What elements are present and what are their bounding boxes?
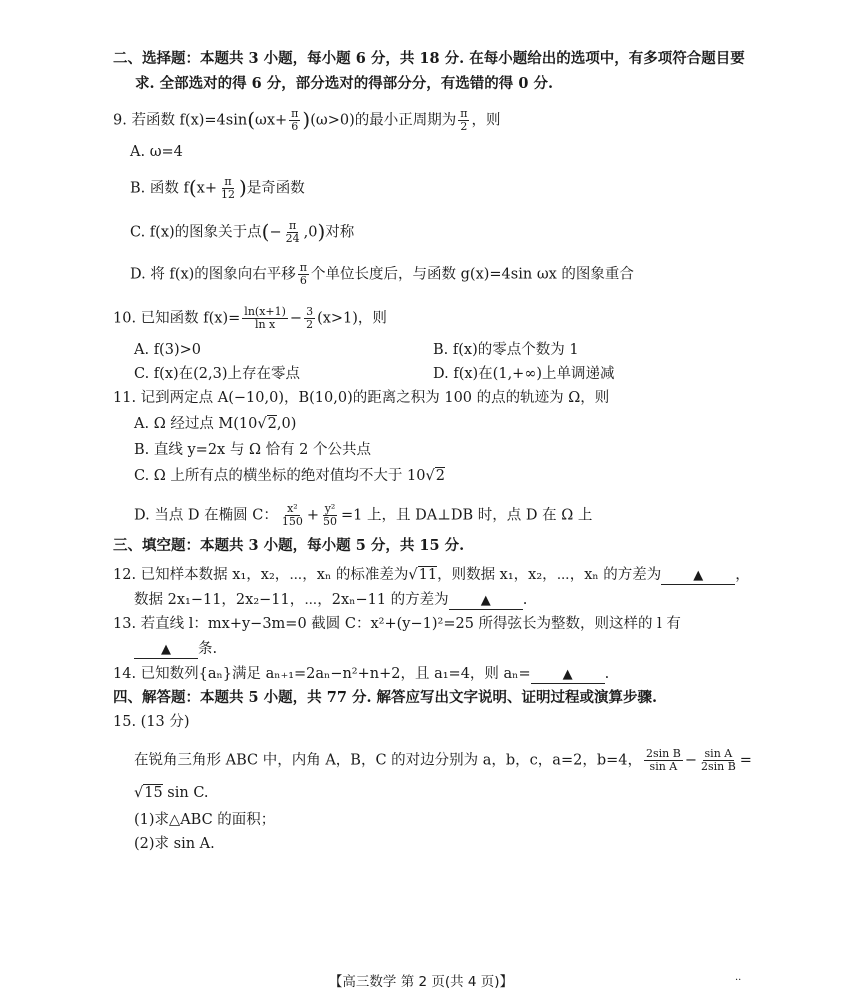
- q12-line1: 12. 已知样本数据 x₁，x₂，⋯，xₙ 的标准差为√11，则数据 x₁，x₂，⋯，xₙ 的方差为 ▲ ，: [113, 567, 750, 583]
- q11-option-c: C. Ω 上所有点的横坐标的绝对值均不大于 10√2: [134, 468, 445, 484]
- q15-fraction-1: $\frac{\text{2sin B}}{\text{sin A}}$: [645, 747, 681, 773]
- section3-heading: 三、填空题：本题共 3 小题，每小题 5 分，共 15 分.: [113, 537, 465, 554]
- q9-optB-fraction: $\frac{\pi}{12}$: [221, 175, 235, 201]
- q10-fraction: $\frac{\ln(x+1)}{\text{ln x}}$: [244, 305, 286, 331]
- q11-x-fraction: $\frac{\text{x²}}{150}$: [281, 502, 303, 528]
- q9-option-d: D. 将 f(x)的图象向右平移 $\frac{\pi}{6}$ 个单位长度后，与函数 g(x)=4sin ωx 的图象重合: [130, 261, 634, 287]
- q13-line2: ▲ 条.: [134, 639, 217, 659]
- q10-option-a: A. f(3)>0: [134, 342, 201, 358]
- q9-period-fraction: $\frac{\pi}{2}$: [460, 107, 468, 133]
- q11-option-b: B. 直线 y=2x 与 Ω 恰有 2 个公共点: [134, 442, 372, 458]
- q9-stem-c: (ω>0)的最小正周期为: [310, 112, 457, 129]
- q12-blank-2[interactable]: ▲: [449, 593, 523, 610]
- q9-fraction: $\frac{\pi}{6}$: [291, 107, 299, 133]
- section4-heading: 四、解答题：本题共 5 小题，共 77 分. 解答应写出文字说明、证明过程或演算步骤.: [113, 689, 658, 706]
- q13-line1: 13. 若直线 l：mx+y−3m=0 截圆 C：x²+(y−1)²=25 所得弦长为整数，则这样的 l 有: [113, 616, 681, 632]
- page-footer: 【高三数学 第 2 页(共 4 页)】: [328, 974, 514, 990]
- q15-part2: (2)求 sin A.: [134, 836, 215, 852]
- q10-option-b: B. f(x)的零点个数为 1: [433, 342, 579, 358]
- q11-option-d: D. 当点 D 在椭圆 C： $\frac{\text{x²}}{150}$ + $\frac{\text{y²}}{50}$ =1 上，且 DA⊥DB 时，点 D 在 Ω 上: [134, 502, 593, 528]
- q11-stem: 11. 记到两定点 A(−10,0)，B(10,0)的距离之积为 100 的点的轨迹为 Ω，则: [113, 390, 610, 406]
- q12-line2: 数据 2x₁−11，2x₂−11，⋯，2xₙ−11 的方差为 ▲ .: [134, 592, 528, 608]
- q9-stem: 9. 若函数 f(x)=4sin(ωx+ $\frac{\pi}{6}$ )(ω>0)的最小正周期为 $\frac{\pi}{2}$ ，则: [113, 107, 501, 133]
- q11-option-a: A. Ω 经过点 M(10√2,0): [134, 416, 297, 432]
- section2-heading-line2: 求. 全部选对的得 6 分，部分选对的得部分分，有选错的得 0 分.: [135, 75, 554, 92]
- q9-stem-d: ，则: [471, 112, 501, 129]
- q9-stem-a: 9. 若函数 f(x)=4sin: [113, 112, 248, 129]
- q9-optD-fraction: $\frac{\pi}{6}$: [299, 261, 308, 287]
- section2-heading-line1: 二、选择题：本题共 3 小题，每小题 6 分，共 18 分. 在每小题给出的选项中，有多项符合题目要: [113, 50, 745, 67]
- q10-option-d: D. f(x)在(1,+∞)上单调递减: [433, 366, 615, 382]
- q9-option-c: C. f(x)的图象关于点(− $\frac{\pi}{24}$ ,0)对称: [130, 219, 355, 245]
- q9-option-a: A. ω=4: [130, 144, 183, 160]
- q9-option-b: B. 函数 f(x+ $\frac{\pi}{12}$ )是奇函数: [130, 175, 305, 201]
- q14-blank[interactable]: ▲: [531, 667, 605, 684]
- q15-label: 15. (13 分): [113, 714, 190, 730]
- q10-stem: 10. 已知函数 f(x)= $\frac{\ln(x+1)}{\text{ln x}}$ − $\frac{3}{2}$ (x>1)，则: [113, 305, 387, 331]
- q14-line: 14. 已知数列{aₙ}满足 aₙ₊₁=2aₙ−n²+n+2，且 a₁=4，则 aₙ= ▲ .: [113, 666, 610, 682]
- q15-part1: (1)求△ABC 的面积；: [134, 812, 276, 828]
- q12-blank-1[interactable]: ▲: [661, 568, 735, 585]
- corner-mark: ··: [735, 975, 742, 986]
- q15-line1: 在锐角三角形 ABC 中，内角 A，B，C 的对边分别为 a，b，c，a=2，b=4， $\frac{\text{2sin B}}{\text{sin A}}$ − $\frac{\text{sin A}}{\text{2sin B}}$ =: [134, 747, 752, 773]
- q10-option-c: C. f(x)在(2,3)上存在零点: [134, 366, 301, 382]
- q10-fraction-2: $\frac{3}{2}$: [306, 305, 314, 331]
- q11-y-fraction: $\frac{\text{y²}}{50}$: [323, 502, 338, 528]
- q9-stem-b: ωx+: [255, 112, 288, 129]
- q9-optC-fraction: $\frac{\pi}{24}$: [285, 219, 300, 245]
- q13-blank[interactable]: ▲: [134, 642, 198, 659]
- q15-fraction-2: $\frac{\text{sin A}}{\text{2sin B}}$: [700, 747, 736, 773]
- q15-line2: √15 sin C.: [134, 785, 209, 801]
